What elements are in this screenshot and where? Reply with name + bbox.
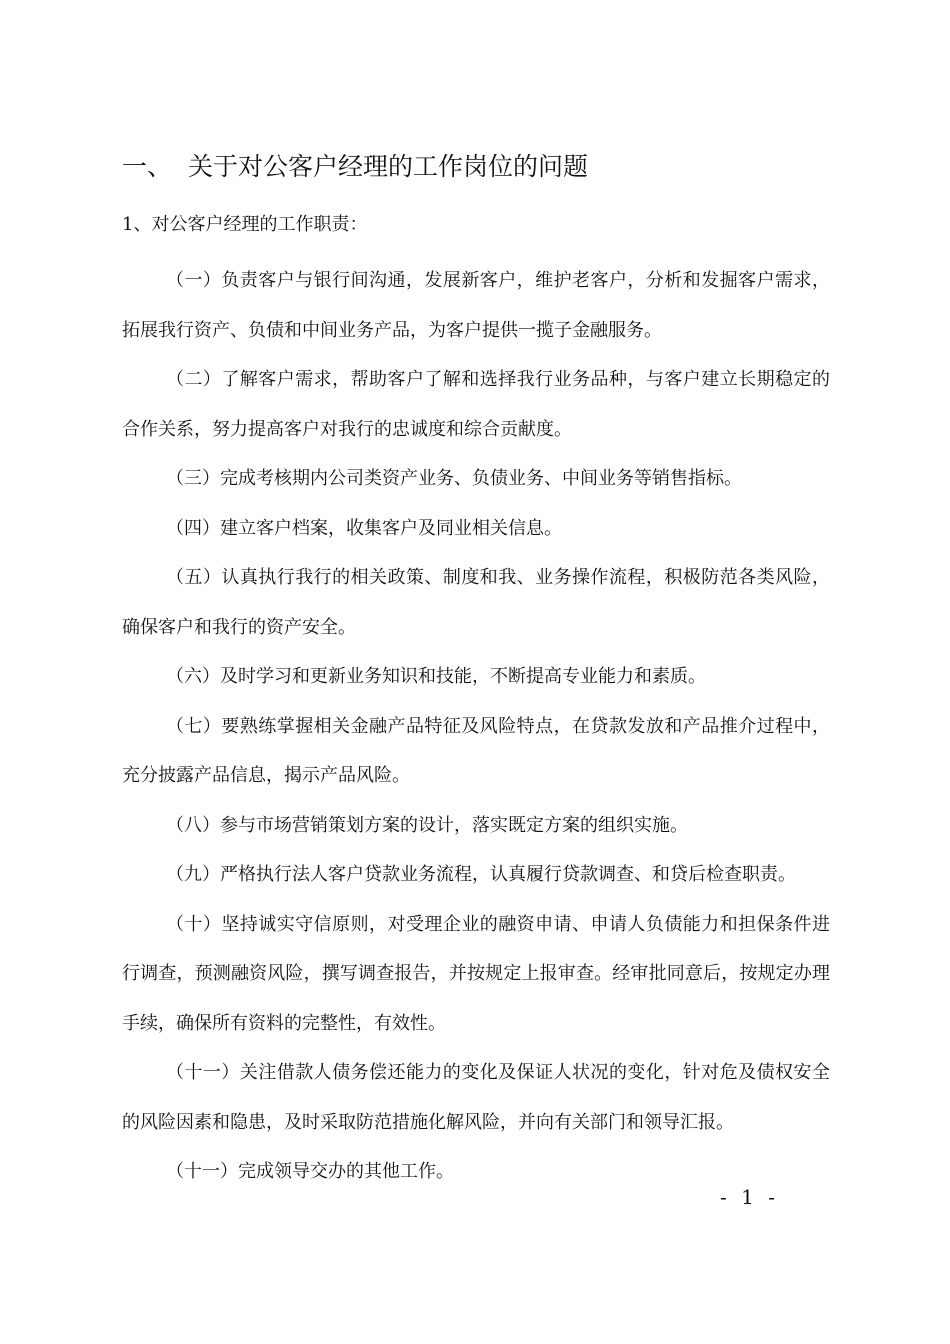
duty-item: （八）参与市场营销策划方案的设计，落实既定方案的组织实施。 [166, 814, 688, 836]
duty-item: （五）认真执行我行的相关政策、制度和我、业务操作流程，积极防范各类风险，确保客户和我行的资产安全。 [122, 567, 830, 638]
duty-item: （十一）完成领导交办的其他工作。 [166, 1161, 454, 1182]
duty-item: （六）及时学习和更新业务知识和技能，不断提高专业能力和素质。 [166, 666, 706, 687]
duty-item: （四）建立客户档案，收集客户及同业相关信息。 [166, 517, 562, 539]
section-heading [122, 150, 588, 184]
subsection-heading: 1、对公客户经理的工作职责： [122, 214, 368, 235]
duty-item: （十）坚持诚实守信原则，对受理企业的融资申请、申请人负债能力和担保条件进行调查，预测融资风险，撰写调查报告，并按规定上报审查。经审批同意后，按规定办理手续，确保所有资料的完整性，有效性。 [122, 913, 830, 1034]
page-number: - 1 - [720, 1185, 779, 1209]
section-number: 一、 [122, 152, 173, 181]
duty-item: （十一）关注借款人债务偿还能力的变化及保证人状况的变化，针对危及债权安全的风险因素和隐患，及时采取防范措施化解风险，并向有关部门和领导汇报。 [122, 1062, 830, 1133]
duty-item: （二）了解客户需求，帮助客户了解和选择我行业务品种，与客户建立长期稳定的合作关系，努力提高客户对我行的忠诚度和综合贡献度。 [122, 369, 830, 440]
duty-item: （一）负责客户与银行间沟通，发展新客户，维护老客户，分析和发掘客户需求，拓展我行资产、负债和中间业务产品，为客户提供一揽子金融服务。 [122, 270, 830, 341]
duty-item: （七）要熟练掌握相关金融产品特征及风险特点，在贷款发放和产品推介过程中，充分披露产品信息，揭示产品风险。 [122, 715, 830, 786]
duty-list [122, 256, 830, 1197]
duty-item: （九）严格执行法人客户贷款业务流程，认真履行贷款调查、和贷后检查职责。 [166, 864, 796, 885]
section-title: 关于对公客户经理的工作岗位的问题 [188, 152, 589, 181]
duty-item: （三）完成考核期内公司类资产业务、负债业务、中间业务等销售指标。 [166, 468, 742, 489]
